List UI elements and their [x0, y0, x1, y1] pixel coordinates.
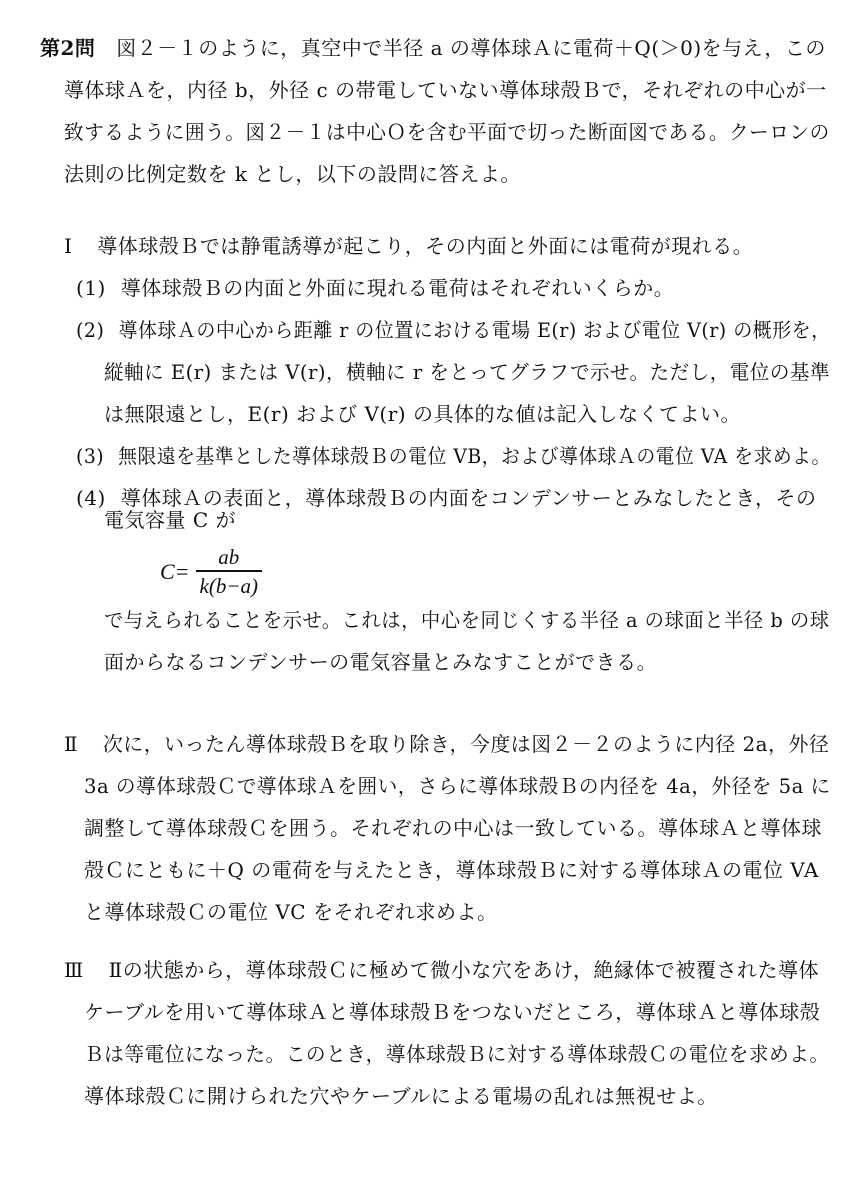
part3-line-4: 導体球殻Ｃに開けられた穴やケーブルによる電場の乱れは無視せよ。: [84, 1084, 718, 1108]
q4-text-1: 導体球Ａの表面と，導体球殻Ｂの内面をコンデンサーとみなしたとき，その: [120, 486, 817, 510]
part3-line-3: Ｂは等電位になった。このとき，導体球殻Ｂに対する導体球殻Ｃの電位を求めよ。: [84, 1042, 830, 1066]
q4-line-4: 面からなるコンデンサーの電気容量とみなすことができる。: [104, 650, 658, 674]
q2-text-1: 導体球Ａの中心から距離 r の位置における電場 E(r) および電位 V(r) の概形を，: [118, 318, 831, 342]
part2-text-1: 次に，いったん導体球殻Ｂを取り除き，今度は図２－２のように内径 2a，外径: [102, 732, 830, 756]
part2-label: Ⅱ: [64, 732, 79, 756]
q1-text: 導体球殻Ｂの内面と外面に現れる電荷はそれぞれいくらか。: [120, 276, 675, 300]
part3-line-1: [64, 956, 819, 984]
part2-line-5: と導体球殻Ｃの電位 VC をそれぞれ求めよ。: [84, 900, 498, 924]
formula-fraction: [196, 544, 262, 600]
part3-label: Ⅲ: [64, 958, 84, 982]
formula-denominator: k(b−a): [199, 573, 259, 598]
q2-number: (2): [76, 318, 105, 342]
q1-number: (1): [76, 276, 106, 300]
formula-numerator: ab: [218, 545, 240, 569]
q2-line-3: は無限遠とし，E(r) および V(r) の具体的な値は記入しなくてよい。: [104, 402, 741, 426]
problem-title: 第2問: [40, 36, 96, 60]
q2-line-2: 縦軸に E(r) または V(r)，横軸に r をとってグラフで示せ。ただし，電位の基準: [104, 360, 830, 384]
q1-line: [76, 274, 674, 302]
part1-label: Ⅰ: [64, 234, 73, 258]
q3-number: (3): [76, 444, 105, 468]
q3-text: 無限遠を基準とした導体球殻Ｂの電位 VB，および導体球Ａの電位 VA を求めよ。: [118, 444, 831, 468]
part3-text-1: Ⅱの状態から，導体球殻Ｃに極めて微小な穴をあけ，絶縁体で被覆された導体: [108, 958, 819, 982]
intro-line-2: 導体球Ａを，内径 b，外径 c の帯電していない導体球殻Ｂで，それぞれの中心が一: [64, 78, 827, 102]
q4-line-2: 電気容量 C が: [104, 508, 237, 532]
q2-line-1: [76, 316, 831, 344]
part3-line-2: ケーブルを用いて導体球Ａと導体球殻Ｂをつないだところ，導体球Ａと導体球殻: [84, 1000, 821, 1024]
part2-line-2: 3a の導体球殻Ｃで導体球Ａを囲い，さらに導体球殻Ｂの内径を 4a，外径を 5a に: [84, 774, 831, 798]
q4-line-3: で与えられることを示せ。これは，中心を同じくする半径 a の球面と半径 b の球: [104, 608, 830, 632]
intro-line-3: 致するように囲う。図２－１は中心Ｏを含む平面で切った断面図である。クーロンの: [64, 120, 830, 144]
intro-line-4: 法則の比例定数を k とし，以下の設問に答えよ。: [64, 162, 521, 186]
q4-number: (4): [76, 486, 106, 510]
part1-lead: 導体球殻Ｂでは静電誘導が起こり，その内面と外面には電荷が現れる。: [97, 234, 754, 258]
part1-lead-line: [64, 232, 753, 260]
intro-line-1: [40, 34, 826, 62]
q3-line: [76, 442, 831, 470]
part2-line-1: [64, 730, 829, 758]
part2-line-3: 調整して導体球殻Ｃを囲う。それぞれの中心は一致している。導体球Ａと導体球: [84, 816, 822, 840]
part2-line-4: 殻Ｃにともに＋Q の電荷を与えたとき，導体球殻Ｂに対する導体球Ａの電位 VA: [84, 858, 819, 882]
capacitance-formula: [160, 544, 262, 600]
formula-lhs: C=: [160, 558, 190, 584]
intro-text-1: 図２－１のように，真空中で半径 a の導体球Ａに電荷＋Q(＞0)を与え，この: [116, 36, 826, 60]
